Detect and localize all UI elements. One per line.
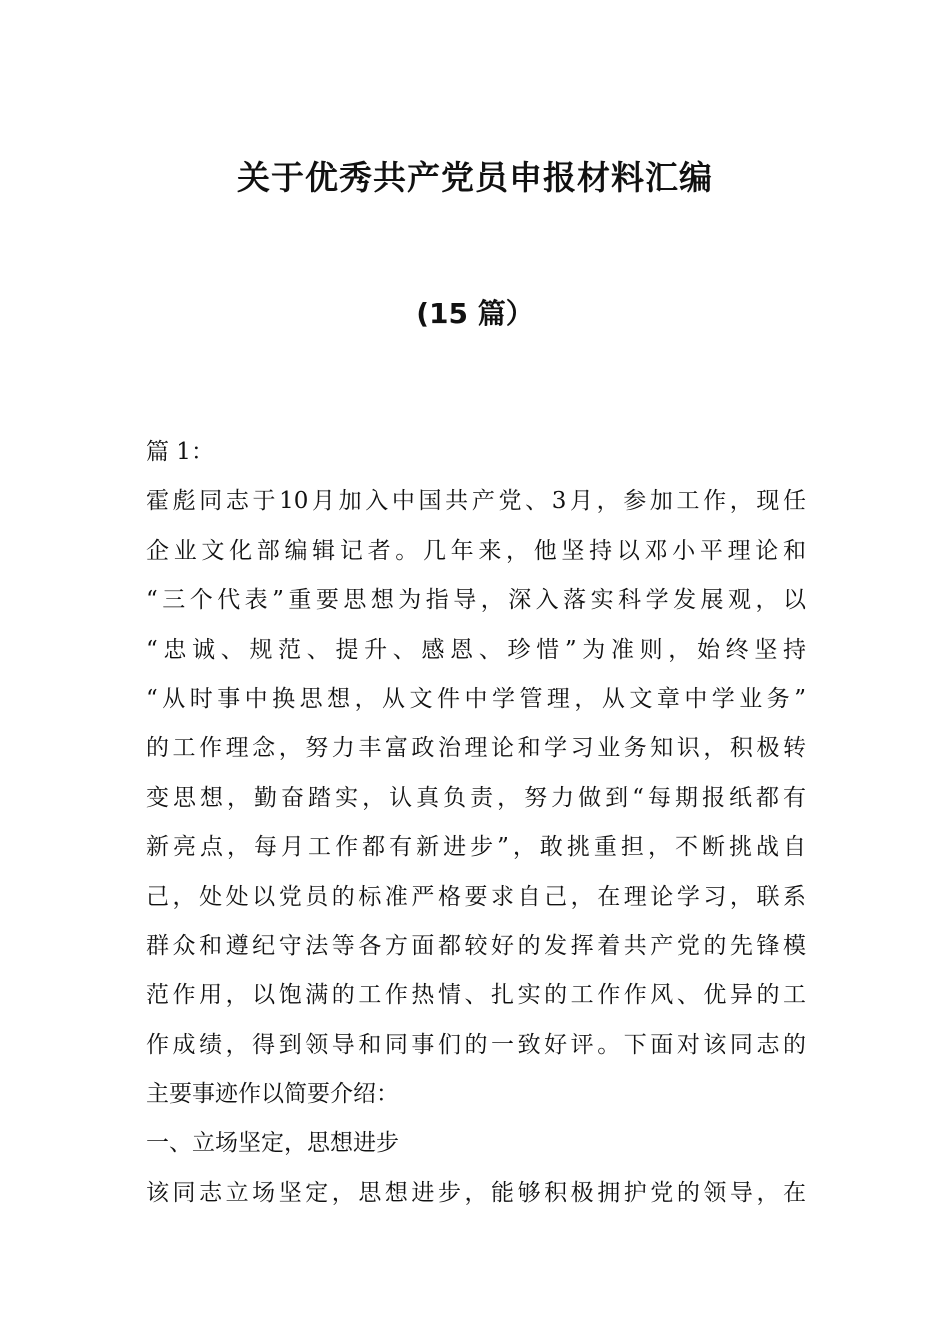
paragraph-line-12: 作成绩，得到领导和同事们的一致好评。下面对该同志的 bbox=[146, 1031, 806, 1058]
document-subtitle: (15 篇） bbox=[416, 297, 534, 330]
paragraph-line-11: 范作用，以饱满的工作热情、扎实的工作作风、优异的工 bbox=[146, 982, 806, 1009]
paragraph-line-13: 主要事迹作以简要介绍： bbox=[146, 1081, 399, 1108]
paragraph-line-10: 群众和遵纪守法等各方面都较好的发挥着共产党的先锋模 bbox=[146, 932, 806, 959]
document-title: 关于优秀共产党员申报材料汇编 bbox=[237, 158, 713, 197]
section-label: 篇 1： bbox=[146, 439, 214, 465]
paragraph-line-3: “三个代表”重要思想为指导，深入落实科学发展观，以 bbox=[146, 587, 806, 614]
paragraph-line-5: “从时事中换思想，从文件中学管理，从文章中学业务” bbox=[146, 685, 806, 712]
paragraph-line-4: “忠诚、规范、提升、感恩、珍惜”为准则，始终坚持 bbox=[146, 636, 806, 663]
paragraph-line-9: 己，处处以党员的标准严格要求自己，在理论学习，联系 bbox=[146, 883, 806, 910]
paragraph-line-last: 该同志立场坚定，思想进步，能够积极拥护党的领导，在 bbox=[146, 1179, 806, 1206]
paragraph-line-8: 新亮点，每月工作都有新进步”，敢挑重担，不断挑战自 bbox=[146, 834, 806, 861]
paragraph-line-2: 企业文化部编辑记者。几年来，他坚持以邓小平理论和 bbox=[146, 537, 806, 564]
section-heading: 一、立场坚定，思想进步 bbox=[146, 1130, 399, 1157]
paragraph-line-7: 变思想，勤奋踏实，认真负责，努力做到“每期报纸都有 bbox=[146, 784, 806, 811]
paragraph-line-1: 霍彪同志于10月加入中国共产党、3月，参加工作，现任 bbox=[146, 488, 806, 515]
paragraph-line-6: 的工作理念，努力丰富政治理论和学习业务知识，积极转 bbox=[146, 735, 806, 762]
document-body bbox=[146, 428, 806, 1218]
